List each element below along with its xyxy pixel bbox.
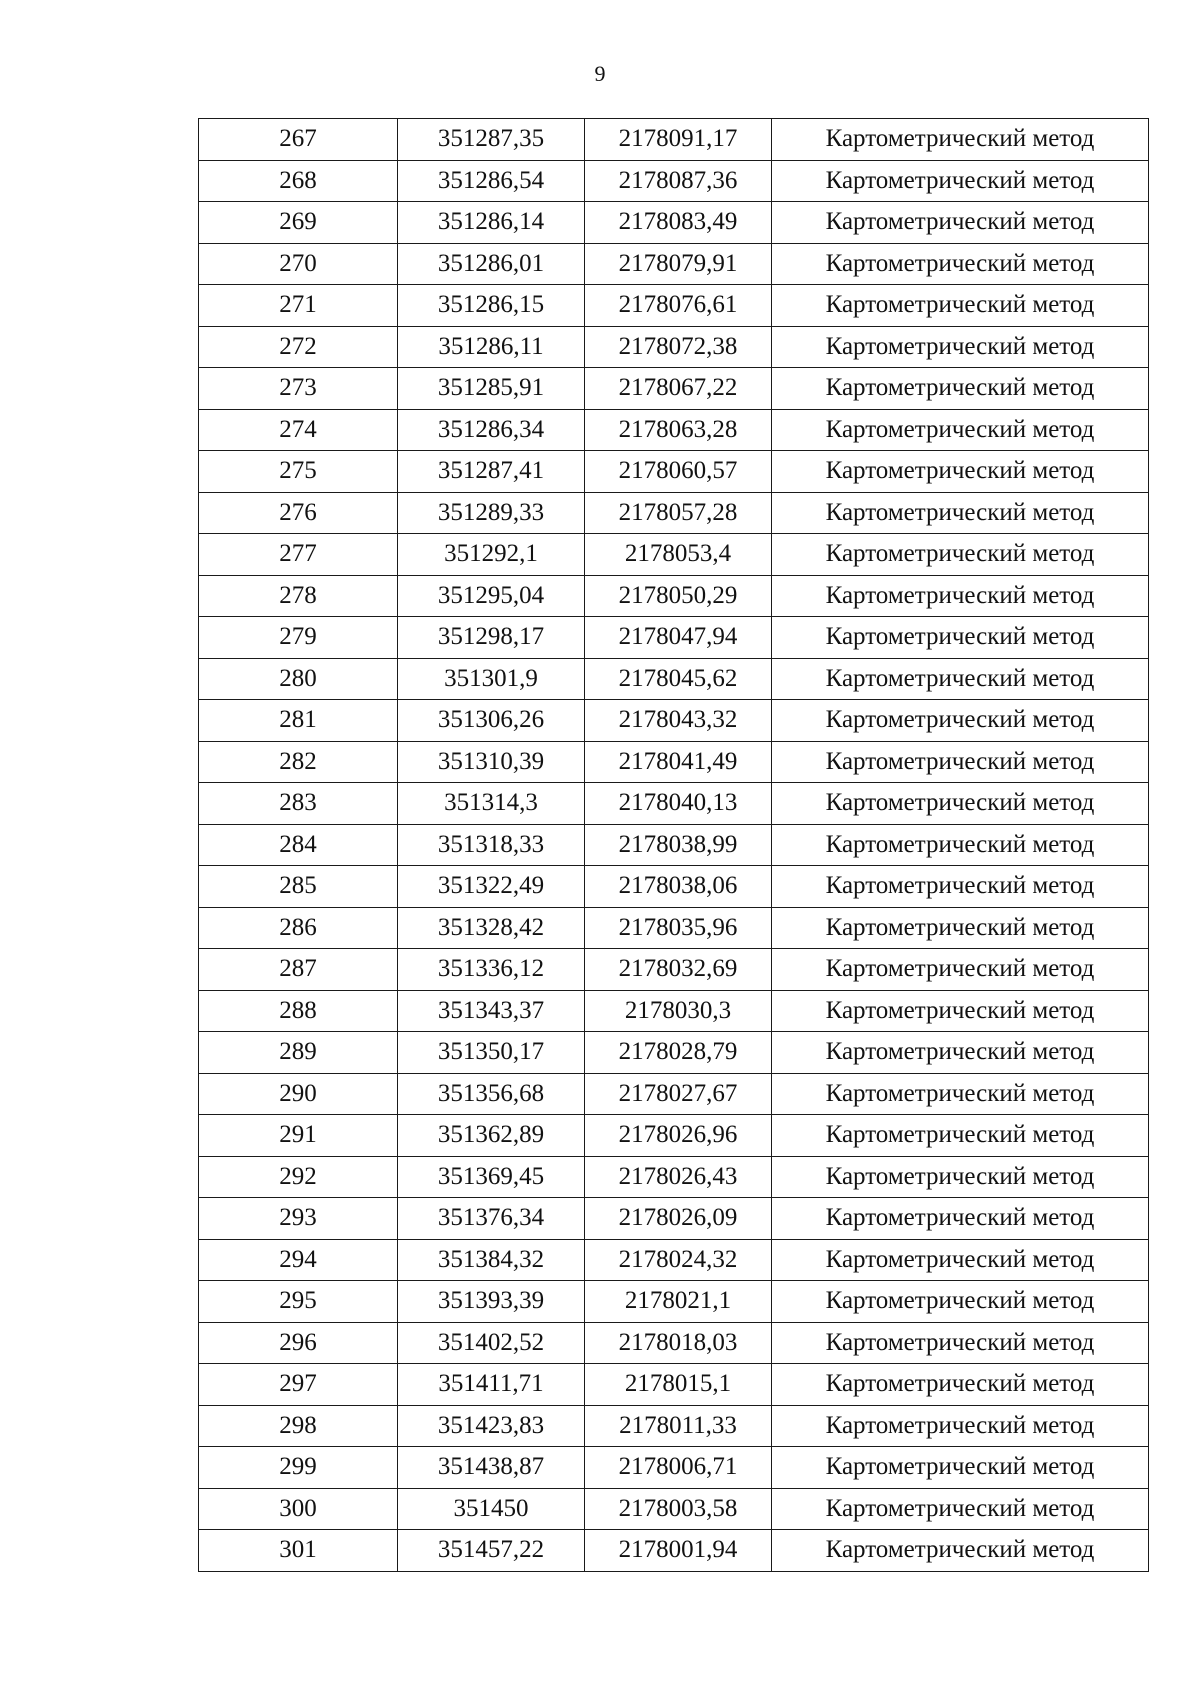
coordinate-x-cell: 351285,91 [398, 368, 585, 410]
point-number-cell: 286 [199, 907, 398, 949]
coordinate-y-cell: 2178026,96 [585, 1115, 772, 1157]
coordinate-x-cell: 351292,1 [398, 534, 585, 576]
coordinate-x-cell: 351450 [398, 1488, 585, 1530]
method-cell: Картометрический метод [772, 990, 1149, 1032]
coordinate-x-cell: 351298,17 [398, 617, 585, 659]
point-number-cell: 276 [199, 492, 398, 534]
method-cell: Картометрический метод [772, 1198, 1149, 1240]
method-cell: Картометрический метод [772, 1073, 1149, 1115]
method-cell: Картометрический метод [772, 866, 1149, 908]
coordinate-x-cell: 351314,3 [398, 783, 585, 825]
table-row [199, 368, 1149, 410]
point-number-cell: 269 [199, 202, 398, 244]
point-number-cell: 292 [199, 1156, 398, 1198]
table-row [199, 451, 1149, 493]
coordinate-x-cell: 351286,34 [398, 409, 585, 451]
point-number-cell: 283 [199, 783, 398, 825]
coordinate-y-cell: 2178028,79 [585, 1032, 772, 1074]
page-number: 9 [594, 61, 606, 86]
point-number-cell: 297 [199, 1364, 398, 1406]
table-row [199, 1364, 1149, 1406]
coordinate-x-cell: 351343,37 [398, 990, 585, 1032]
coordinate-y-cell: 2178063,28 [585, 409, 772, 451]
table-row [199, 492, 1149, 534]
coordinate-x-cell: 351393,39 [398, 1281, 585, 1323]
method-cell: Картометрический метод [772, 949, 1149, 991]
coordinate-x-cell: 351301,9 [398, 658, 585, 700]
method-cell: Картометрический метод [772, 160, 1149, 202]
table-row [199, 119, 1149, 161]
coordinate-x-cell: 351328,42 [398, 907, 585, 949]
coordinates-table [198, 118, 1149, 1572]
table-row [199, 1530, 1149, 1572]
coordinate-y-cell: 2178021,1 [585, 1281, 772, 1323]
point-number-cell: 287 [199, 949, 398, 991]
point-number-cell: 277 [199, 534, 398, 576]
coordinate-y-cell: 2178050,29 [585, 575, 772, 617]
coordinate-y-cell: 2178032,69 [585, 949, 772, 991]
coordinate-x-cell: 351376,34 [398, 1198, 585, 1240]
coordinate-x-cell: 351322,49 [398, 866, 585, 908]
table-row [199, 575, 1149, 617]
method-cell: Картометрический метод [772, 119, 1149, 161]
table-row [199, 1281, 1149, 1323]
point-number-cell: 268 [199, 160, 398, 202]
point-number-cell: 274 [199, 409, 398, 451]
point-number-cell: 290 [199, 1073, 398, 1115]
coordinate-x-cell: 351286,01 [398, 243, 585, 285]
point-number-cell: 267 [199, 119, 398, 161]
coordinate-y-cell: 2178038,06 [585, 866, 772, 908]
coordinate-y-cell: 2178072,38 [585, 326, 772, 368]
coordinate-x-cell: 351438,87 [398, 1447, 585, 1489]
method-cell: Картометрический метод [772, 783, 1149, 825]
coordinate-y-cell: 2178057,28 [585, 492, 772, 534]
point-number-cell: 296 [199, 1322, 398, 1364]
method-cell: Картометрический метод [772, 1405, 1149, 1447]
point-number-cell: 278 [199, 575, 398, 617]
coordinate-x-cell: 351286,11 [398, 326, 585, 368]
table-row [199, 658, 1149, 700]
point-number-cell: 279 [199, 617, 398, 659]
coordinate-y-cell: 2178043,32 [585, 700, 772, 742]
coordinate-y-cell: 2178067,22 [585, 368, 772, 410]
point-number-cell: 289 [199, 1032, 398, 1074]
method-cell: Картометрический метод [772, 1447, 1149, 1489]
method-cell: Картометрический метод [772, 326, 1149, 368]
method-cell: Картометрический метод [772, 658, 1149, 700]
coordinate-y-cell: 2178030,3 [585, 990, 772, 1032]
coordinate-x-cell: 351356,68 [398, 1073, 585, 1115]
table-row [199, 907, 1149, 949]
method-cell: Картометрический метод [772, 824, 1149, 866]
coordinate-y-cell: 2178001,94 [585, 1530, 772, 1572]
coordinate-y-cell: 2178038,99 [585, 824, 772, 866]
table-row [199, 700, 1149, 742]
coordinate-x-cell: 351306,26 [398, 700, 585, 742]
point-number-cell: 281 [199, 700, 398, 742]
coordinate-x-cell: 351287,41 [398, 451, 585, 493]
table-row [199, 1322, 1149, 1364]
coordinate-x-cell: 351411,71 [398, 1364, 585, 1406]
method-cell: Картометрический метод [772, 243, 1149, 285]
method-cell: Картометрический метод [772, 451, 1149, 493]
method-cell: Картометрический метод [772, 1322, 1149, 1364]
table-row [199, 534, 1149, 576]
table-row [199, 1198, 1149, 1240]
table-row [199, 1447, 1149, 1489]
coordinate-x-cell: 351423,83 [398, 1405, 585, 1447]
coordinate-x-cell: 351286,15 [398, 285, 585, 327]
coordinate-x-cell: 351369,45 [398, 1156, 585, 1198]
table-row [199, 1405, 1149, 1447]
method-cell: Картометрический метод [772, 741, 1149, 783]
method-cell: Картометрический метод [772, 285, 1149, 327]
coordinates-table-body [199, 119, 1149, 1572]
coordinate-x-cell: 351286,54 [398, 160, 585, 202]
method-cell: Картометрический метод [772, 1032, 1149, 1074]
table-row [199, 243, 1149, 285]
coordinate-y-cell: 2178079,91 [585, 243, 772, 285]
coordinate-x-cell: 351457,22 [398, 1530, 585, 1572]
coordinate-x-cell: 351286,14 [398, 202, 585, 244]
table-row [199, 1115, 1149, 1157]
table-row [199, 990, 1149, 1032]
method-cell: Картометрический метод [772, 409, 1149, 451]
coordinate-y-cell: 2178047,94 [585, 617, 772, 659]
point-number-cell: 294 [199, 1239, 398, 1281]
coordinate-y-cell: 2178027,67 [585, 1073, 772, 1115]
point-number-cell: 300 [199, 1488, 398, 1530]
coordinate-y-cell: 2178024,32 [585, 1239, 772, 1281]
coordinate-x-cell: 351402,52 [398, 1322, 585, 1364]
table-row [199, 409, 1149, 451]
coordinate-x-cell: 351310,39 [398, 741, 585, 783]
table-row [199, 1156, 1149, 1198]
method-cell: Картометрический метод [772, 1488, 1149, 1530]
point-number-cell: 272 [199, 326, 398, 368]
method-cell: Картометрический метод [772, 368, 1149, 410]
point-number-cell: 270 [199, 243, 398, 285]
point-number-cell: 293 [199, 1198, 398, 1240]
method-cell: Картометрический метод [772, 1239, 1149, 1281]
coordinate-y-cell: 2178011,33 [585, 1405, 772, 1447]
point-number-cell: 271 [199, 285, 398, 327]
table-row [199, 1488, 1149, 1530]
point-number-cell: 275 [199, 451, 398, 493]
table-row [199, 824, 1149, 866]
table-row [199, 617, 1149, 659]
coordinate-y-cell: 2178026,43 [585, 1156, 772, 1198]
coordinate-x-cell: 351336,12 [398, 949, 585, 991]
point-number-cell: 280 [199, 658, 398, 700]
coordinate-x-cell: 351362,89 [398, 1115, 585, 1157]
coordinate-x-cell: 351384,32 [398, 1239, 585, 1281]
method-cell: Картометрический метод [772, 1156, 1149, 1198]
point-number-cell: 288 [199, 990, 398, 1032]
coordinate-y-cell: 2178003,58 [585, 1488, 772, 1530]
coordinate-y-cell: 2178015,1 [585, 1364, 772, 1406]
coordinate-y-cell: 2178018,03 [585, 1322, 772, 1364]
point-number-cell: 273 [199, 368, 398, 410]
coordinate-x-cell: 351350,17 [398, 1032, 585, 1074]
coordinate-y-cell: 2178026,09 [585, 1198, 772, 1240]
point-number-cell: 282 [199, 741, 398, 783]
method-cell: Картометрический метод [772, 1115, 1149, 1157]
table-row [199, 285, 1149, 327]
method-cell: Картометрический метод [772, 492, 1149, 534]
coordinate-x-cell: 351295,04 [398, 575, 585, 617]
coordinate-y-cell: 2178076,61 [585, 285, 772, 327]
point-number-cell: 301 [199, 1530, 398, 1572]
point-number-cell: 291 [199, 1115, 398, 1157]
point-number-cell: 285 [199, 866, 398, 908]
coordinate-y-cell: 2178053,4 [585, 534, 772, 576]
table-row [199, 949, 1149, 991]
coordinate-x-cell: 351287,35 [398, 119, 585, 161]
method-cell: Картометрический метод [772, 1530, 1149, 1572]
coordinate-y-cell: 2178083,49 [585, 202, 772, 244]
point-number-cell: 299 [199, 1447, 398, 1489]
table-row [199, 1032, 1149, 1074]
table-row [199, 202, 1149, 244]
table-row [199, 326, 1149, 368]
coordinate-y-cell: 2178045,62 [585, 658, 772, 700]
coordinate-y-cell: 2178060,57 [585, 451, 772, 493]
method-cell: Картометрический метод [772, 617, 1149, 659]
table-row [199, 1239, 1149, 1281]
table-row [199, 866, 1149, 908]
point-number-cell: 298 [199, 1405, 398, 1447]
table-row [199, 1073, 1149, 1115]
coordinate-y-cell: 2178087,36 [585, 160, 772, 202]
method-cell: Картометрический метод [772, 907, 1149, 949]
method-cell: Картометрический метод [772, 534, 1149, 576]
table-row [199, 783, 1149, 825]
coordinate-y-cell: 2178040,13 [585, 783, 772, 825]
point-number-cell: 295 [199, 1281, 398, 1323]
method-cell: Картометрический метод [772, 700, 1149, 742]
method-cell: Картометрический метод [772, 1364, 1149, 1406]
method-cell: Картометрический метод [772, 575, 1149, 617]
coordinate-y-cell: 2178041,49 [585, 741, 772, 783]
method-cell: Картометрический метод [772, 202, 1149, 244]
point-number-cell: 284 [199, 824, 398, 866]
coordinate-y-cell: 2178035,96 [585, 907, 772, 949]
method-cell: Картометрический метод [772, 1281, 1149, 1323]
coordinate-x-cell: 351318,33 [398, 824, 585, 866]
coordinate-x-cell: 351289,33 [398, 492, 585, 534]
table-row [199, 741, 1149, 783]
coordinate-y-cell: 2178006,71 [585, 1447, 772, 1489]
coordinate-y-cell: 2178091,17 [585, 119, 772, 161]
table-row [199, 160, 1149, 202]
